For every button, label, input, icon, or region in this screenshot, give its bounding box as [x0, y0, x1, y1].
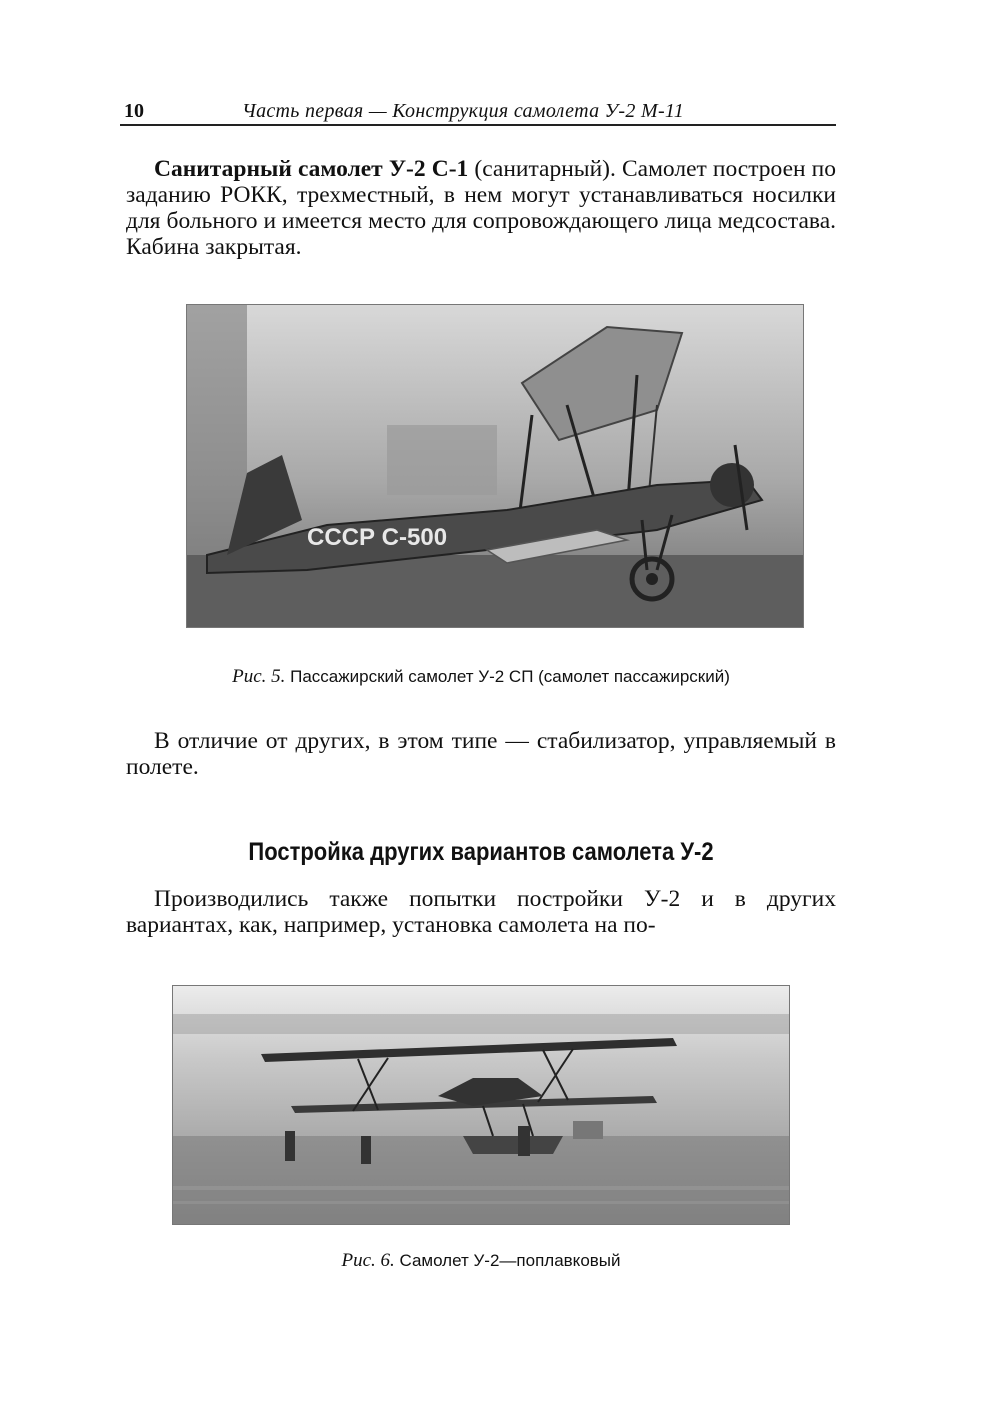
- figure-5-photo: [186, 304, 804, 628]
- figure-5-caption: [126, 666, 836, 688]
- float-biplane-photo: [173, 986, 789, 1224]
- paragraph-text: (санитарный). Самолет построен по заданию РОКК, трехместный, в нем могут устанавливаться носилки для больного и имеется место для сопровождающего лица медсостава. Кабина закрытая.: [126, 156, 836, 260]
- registration-marking: СССР С-500: [307, 524, 448, 551]
- header-rule: [120, 124, 836, 126]
- paragraph-lead: Санитарный самолет У-2 С-1: [154, 156, 469, 182]
- paragraph-stabilizer: В отличие от других, в этом типе — стабилизатор, управляемый в полете.: [126, 728, 836, 780]
- running-head: [120, 96, 836, 126]
- figure-6-label: Рис. 6.: [341, 1250, 395, 1271]
- passenger-biplane-photo: [187, 305, 803, 627]
- figure-6-caption-text: Самолет У-2—поплавковый: [394, 1251, 621, 1270]
- figure-5-label: Рис. 5.: [232, 666, 286, 687]
- page-number: 10: [124, 100, 144, 122]
- paragraph-other-variants: Производились также попытки постройки У-2 и в других вариантах, как, например, установка самолета на по-: [126, 886, 836, 938]
- figure-6-caption: [126, 1250, 836, 1272]
- figure-5-caption-text: Пассажирский самолет У-2 СП (самолет пассажирский): [285, 667, 730, 686]
- running-title: Часть первая — Конструкция самолета У-2 М-11: [242, 100, 685, 122]
- figure-6-photo: [172, 985, 790, 1225]
- section-heading: Постройка других вариантов самолета У-2: [248, 838, 714, 866]
- paragraph-ambulance-plane: [126, 156, 836, 260]
